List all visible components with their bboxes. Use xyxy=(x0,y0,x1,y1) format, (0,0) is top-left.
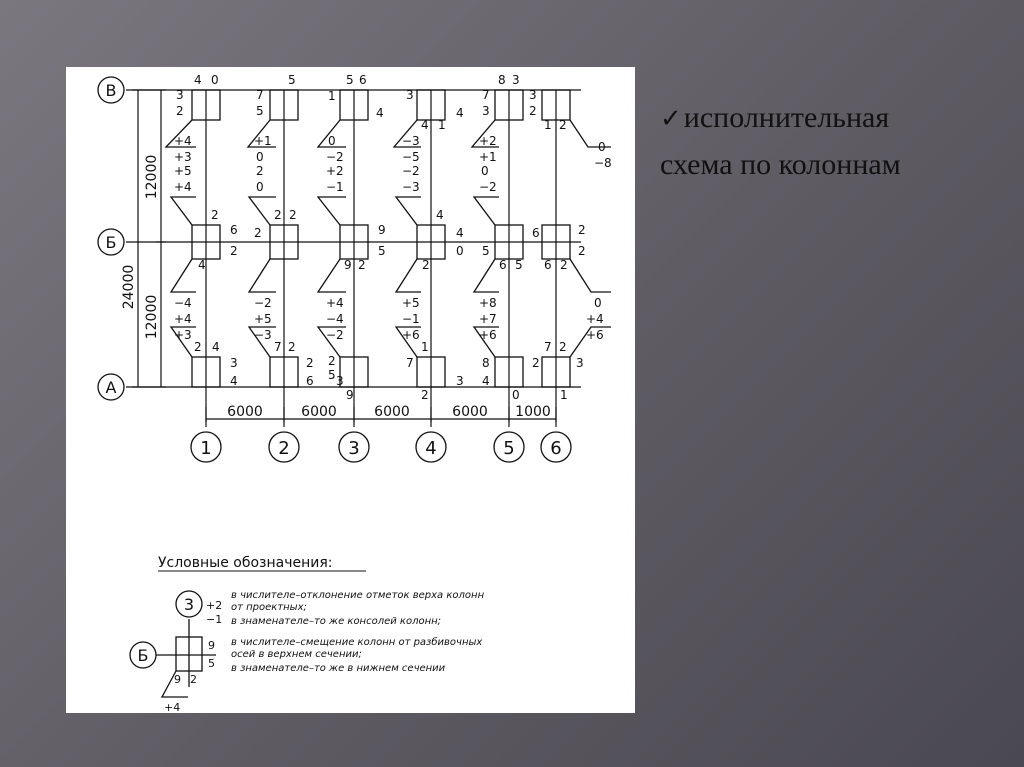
svg-text:7: 7 xyxy=(482,88,490,102)
row-Б-values xyxy=(198,208,586,272)
svg-text:+6: +6 xyxy=(479,328,497,342)
svg-text:4: 4 xyxy=(194,73,202,87)
svg-text:9: 9 xyxy=(346,388,354,402)
legend-axis-row: Б xyxy=(137,646,149,665)
svg-text:5: 5 xyxy=(256,104,264,118)
svg-text:−2: −2 xyxy=(326,150,344,164)
svg-text:0: 0 xyxy=(598,140,606,154)
svg-text:4: 4 xyxy=(376,106,384,120)
svg-text:9: 9 xyxy=(344,258,352,272)
svg-text:+5: +5 xyxy=(254,312,272,326)
svg-text:6: 6 xyxy=(532,226,540,240)
svg-text:2: 2 xyxy=(274,208,282,222)
svg-text:+5: +5 xyxy=(174,164,192,178)
col-axis-label: 1 xyxy=(200,438,212,459)
svg-text:−2: −2 xyxy=(254,296,272,310)
svg-text:2: 2 xyxy=(306,356,314,370)
svg-text:+4: +4 xyxy=(174,134,192,148)
svg-text:2: 2 xyxy=(190,673,197,686)
svg-text:1: 1 xyxy=(421,340,429,354)
svg-text:7: 7 xyxy=(406,356,414,370)
dimension-label: 12000 xyxy=(144,294,160,340)
svg-text:9: 9 xyxy=(174,673,181,686)
slide-caption xyxy=(660,95,1000,187)
svg-text:+1: +1 xyxy=(479,150,497,164)
dimension-label: 6000 xyxy=(301,404,337,420)
svg-text:+3: +3 xyxy=(174,328,192,342)
svg-text:2: 2 xyxy=(529,104,537,118)
dimension-label: 12000 xyxy=(144,154,160,200)
svg-text:2: 2 xyxy=(194,340,202,354)
svg-text:2: 2 xyxy=(422,258,430,272)
svg-text:0: 0 xyxy=(512,388,520,402)
svg-text:6: 6 xyxy=(359,73,367,87)
svg-text:−4: −4 xyxy=(174,296,192,310)
svg-text:6: 6 xyxy=(499,258,507,272)
svg-text:8: 8 xyxy=(482,356,490,370)
svg-text:+7: +7 xyxy=(479,312,497,326)
dimension-label: 6000 xyxy=(374,404,410,420)
svg-text:0: 0 xyxy=(256,150,264,164)
svg-text:2: 2 xyxy=(230,244,238,258)
svg-text:2: 2 xyxy=(288,340,296,354)
svg-text:3: 3 xyxy=(529,88,537,102)
svg-text:9: 9 xyxy=(378,223,386,237)
svg-text:−1: −1 xyxy=(326,180,344,194)
col-axis-label: 6 xyxy=(550,438,562,459)
svg-text:2: 2 xyxy=(578,223,586,237)
svg-text:+6: +6 xyxy=(402,328,420,342)
svg-text:4: 4 xyxy=(421,118,429,132)
svg-text:0: 0 xyxy=(456,244,464,258)
svg-text:3: 3 xyxy=(230,356,238,370)
svg-text:4: 4 xyxy=(482,374,490,388)
col-axis-label: 3 xyxy=(348,438,360,459)
svg-text:6: 6 xyxy=(544,258,552,272)
svg-text:осей в верхнем сечении;: осей в верхнем сечении; xyxy=(231,649,362,660)
svg-text:4: 4 xyxy=(230,374,238,388)
svg-text:4: 4 xyxy=(212,340,220,354)
dimension-label: 6000 xyxy=(227,404,263,420)
svg-text:в числителе–отклонение отметок: в числителе–отклонение отметок верха колонн xyxy=(231,590,485,601)
svg-text:в знаменателе–то же консолей к: в знаменателе–то же консолей колонн; xyxy=(231,616,442,627)
svg-text:3: 3 xyxy=(576,356,584,370)
svg-text:в знаменателе–то же в нижнем с: в знаменателе–то же в нижнем сечении xyxy=(231,663,446,674)
svg-text:+3: +3 xyxy=(174,150,192,164)
svg-text:9: 9 xyxy=(208,639,215,652)
svg-text:3: 3 xyxy=(406,88,414,102)
col-axis-label: 5 xyxy=(503,438,515,459)
svg-text:−2: −2 xyxy=(479,180,497,194)
svg-text:2: 2 xyxy=(211,208,219,222)
legend-symbol xyxy=(130,591,216,697)
row-axis-label: В xyxy=(105,81,117,100)
svg-text:0: 0 xyxy=(481,164,489,178)
svg-text:5: 5 xyxy=(346,73,354,87)
svg-text:2: 2 xyxy=(578,244,586,258)
checkmark-icon: ✓ xyxy=(660,104,682,134)
svg-text:+4: +4 xyxy=(586,312,604,326)
row-axis-label: А xyxy=(105,378,117,397)
svg-text:1: 1 xyxy=(560,388,568,402)
svg-text:+2: +2 xyxy=(326,164,344,178)
col-axis-label: 4 xyxy=(425,438,437,459)
svg-text:4: 4 xyxy=(456,106,464,120)
row-A-values xyxy=(194,340,584,402)
svg-text:−3: −3 xyxy=(254,328,272,342)
svg-text:от проектных;: от проектных; xyxy=(231,602,307,613)
legend-title: Условные обозначения: xyxy=(158,555,333,571)
svg-text:7: 7 xyxy=(256,88,264,102)
row-Б-console-values xyxy=(174,296,604,342)
svg-text:4: 4 xyxy=(436,208,444,222)
legend-axis-col: 3 xyxy=(183,595,195,614)
row-B-console-values xyxy=(174,134,612,194)
svg-text:+6: +6 xyxy=(586,328,604,342)
row-axis-label: Б xyxy=(105,233,117,252)
svg-text:+8: +8 xyxy=(479,296,497,310)
svg-text:−2: −2 xyxy=(326,328,344,342)
svg-text:6: 6 xyxy=(230,223,238,237)
svg-text:+1: +1 xyxy=(254,134,272,148)
svg-text:0: 0 xyxy=(256,180,264,194)
svg-text:3: 3 xyxy=(456,374,464,388)
svg-text:1: 1 xyxy=(328,89,336,103)
svg-text:2: 2 xyxy=(254,226,262,240)
row-B-values xyxy=(176,73,567,132)
caption-line-2: схема по колоннам xyxy=(660,148,901,181)
svg-text:3: 3 xyxy=(336,374,344,388)
svg-text:7: 7 xyxy=(544,340,552,354)
col-axis-label: 2 xyxy=(278,438,290,459)
svg-text:2: 2 xyxy=(176,104,184,118)
svg-text:0: 0 xyxy=(594,296,602,310)
svg-text:7: 7 xyxy=(274,340,282,354)
svg-text:5: 5 xyxy=(328,368,336,382)
svg-text:2: 2 xyxy=(256,164,264,178)
dimension-label: 6000 xyxy=(452,404,488,420)
svg-text:+5: +5 xyxy=(402,296,420,310)
svg-text:4: 4 xyxy=(456,226,464,240)
svg-text:5: 5 xyxy=(288,73,296,87)
svg-text:2: 2 xyxy=(358,258,366,272)
svg-text:−5: −5 xyxy=(402,150,420,164)
svg-text:2: 2 xyxy=(328,354,336,368)
svg-text:+4: +4 xyxy=(164,701,181,713)
svg-text:−1: −1 xyxy=(402,312,420,326)
dimension-label: 1000 xyxy=(515,404,551,420)
svg-text:+2: +2 xyxy=(206,599,223,612)
svg-text:0: 0 xyxy=(211,73,219,87)
svg-text:2: 2 xyxy=(559,118,567,132)
svg-text:6: 6 xyxy=(306,374,314,388)
svg-text:2: 2 xyxy=(532,356,540,370)
svg-text:+2: +2 xyxy=(479,134,497,148)
dimension-label: 24000 xyxy=(121,264,137,310)
svg-text:0: 0 xyxy=(328,134,336,148)
svg-text:+4: +4 xyxy=(174,180,192,194)
svg-text:4: 4 xyxy=(198,258,206,272)
svg-text:в числителе–смещение колонн от: в числителе–смещение колонн от разбивочных xyxy=(231,637,483,648)
svg-text:−4: −4 xyxy=(326,312,344,326)
svg-text:8: 8 xyxy=(498,73,506,87)
svg-text:1: 1 xyxy=(544,118,552,132)
caption-line-1: исполнительная xyxy=(683,101,890,134)
svg-text:−3: −3 xyxy=(402,180,420,194)
svg-text:3: 3 xyxy=(512,73,520,87)
svg-text:−8: −8 xyxy=(594,156,612,170)
svg-text:3: 3 xyxy=(482,104,490,118)
svg-text:2: 2 xyxy=(289,208,297,222)
svg-text:2: 2 xyxy=(559,340,567,354)
svg-text:2: 2 xyxy=(560,258,568,272)
svg-text:5: 5 xyxy=(378,244,386,258)
column-survey-scheme xyxy=(66,67,635,713)
svg-text:1: 1 xyxy=(438,118,446,132)
svg-text:3: 3 xyxy=(176,88,184,102)
svg-text:2: 2 xyxy=(421,388,429,402)
svg-text:+4: +4 xyxy=(326,296,344,310)
svg-text:−1: −1 xyxy=(206,613,223,626)
svg-text:5: 5 xyxy=(515,258,523,272)
svg-text:−3: −3 xyxy=(402,134,420,148)
svg-text:5: 5 xyxy=(482,244,490,258)
svg-text:+4: +4 xyxy=(174,312,192,326)
svg-text:5: 5 xyxy=(208,657,215,670)
legend-descriptions xyxy=(231,590,485,674)
svg-text:−2: −2 xyxy=(402,164,420,178)
